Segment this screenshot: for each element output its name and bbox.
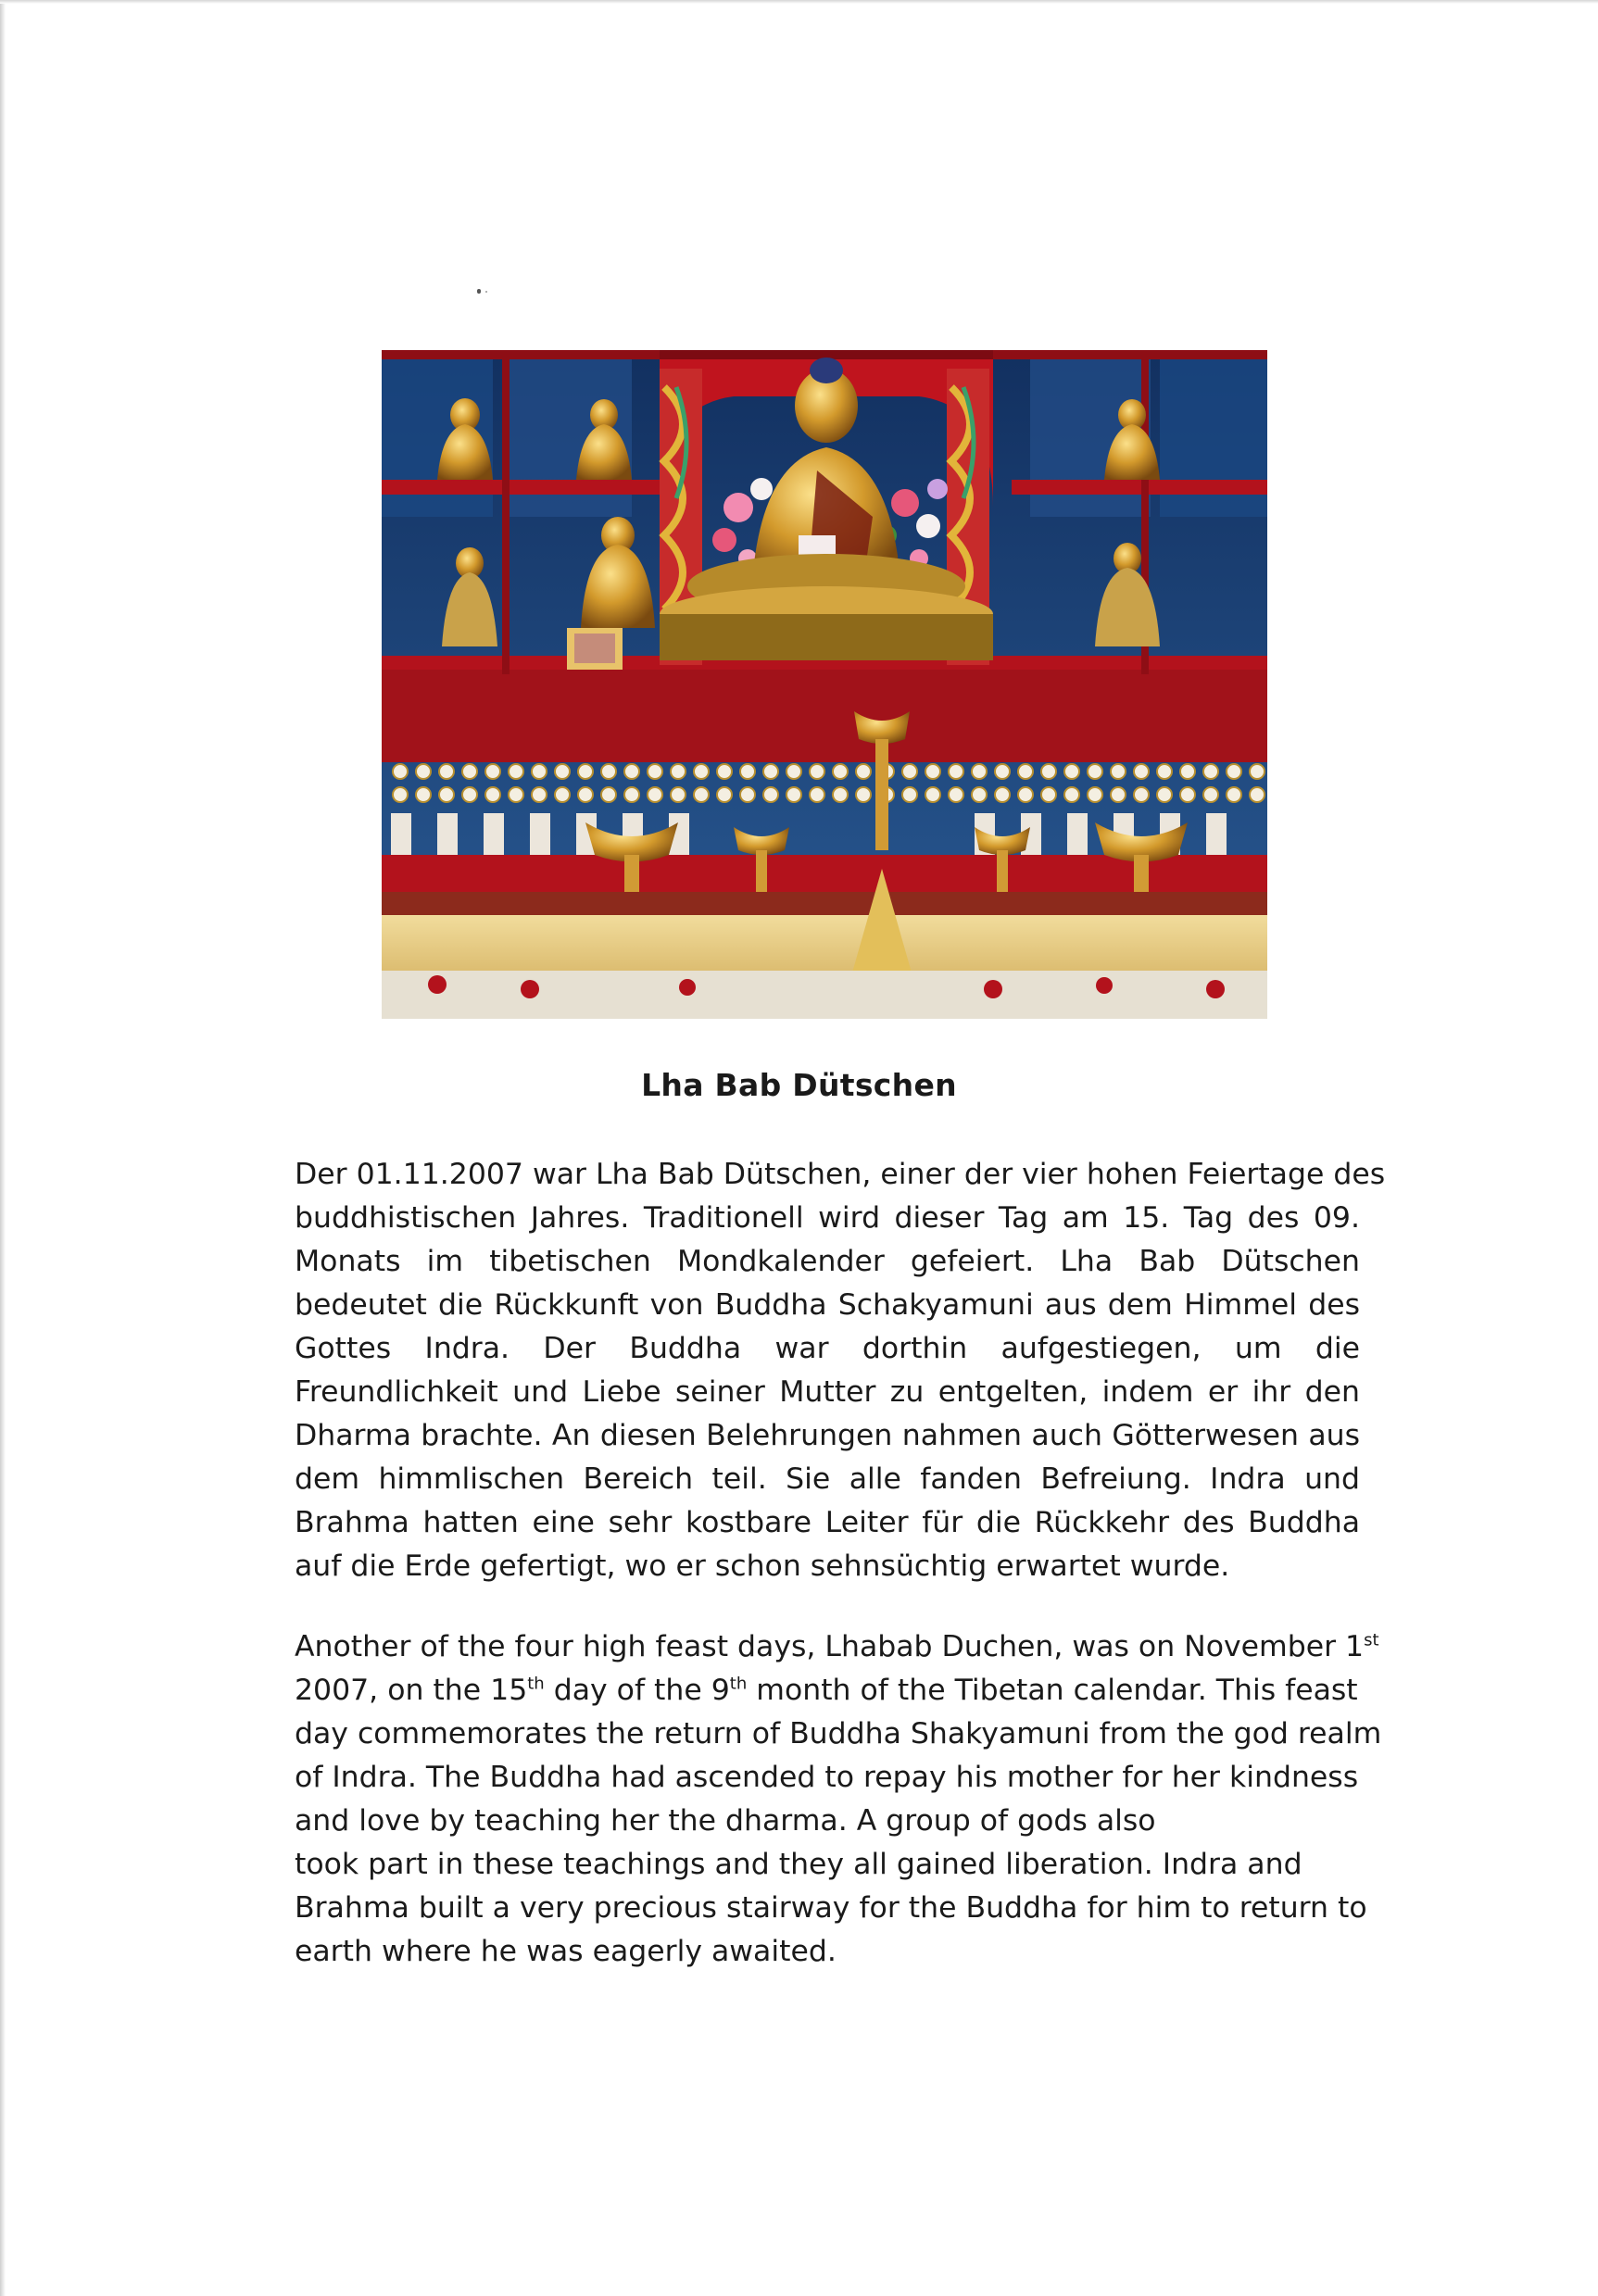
line-text: day of the 9 (544, 1674, 730, 1707)
paragraph-line: Gottes Indra. Der Buddha war dorthin aufgestiegen, um die (295, 1332, 1360, 1365)
paragraph-line: and love by teaching her the dharma. A group of gods also (295, 1804, 1156, 1838)
paragraph-line: took part in these teachings and they all gained liberation. Indra and (295, 1848, 1302, 1881)
paragraph-line (295, 1625, 1379, 1669)
german-paragraph (295, 1153, 1386, 1588)
paragraph-line: dem himmlischen Bereich teil. Sie alle fanden Befreiung. Indra und (295, 1462, 1360, 1496)
paragraph-line: buddhistischen Jahres. Traditionell wird dieser Tag am 15. Tag des 09. (295, 1201, 1360, 1235)
english-paragraph (295, 1625, 1382, 1974)
ordinal-suffix: th (729, 1674, 748, 1694)
paragraph-line: Der 01.11.2007 war Lha Bab Dütschen, einer der vier hohen Feiertage des (295, 1158, 1386, 1191)
paragraph-line: auf die Erde gefertigt, wo er schon sehnsüchtig erwartet wurde. (295, 1549, 1230, 1583)
paragraph-line: Brahma hatten eine sehr kostbare Leiter für die Rückkehr des Buddha (295, 1506, 1360, 1539)
page-edge-shadow (0, 0, 6, 2296)
line-text: Another of the four high feast days, Lhabab Duchen, was on November 1 (295, 1630, 1365, 1663)
paragraph-line: Monats im tibetischen Mondkalender gefeiert. Lha Bab Dütschen (295, 1245, 1360, 1278)
paragraph-line: of Indra. The Buddha had ascended to repay his mother for her kindness (295, 1761, 1359, 1794)
page-title: Lha Bab Dütschen (641, 1067, 957, 1103)
scan-speck (485, 291, 487, 293)
shrine-photo (382, 350, 1267, 1019)
line-text: month of the Tibetan calendar. This feast (747, 1674, 1358, 1707)
paragraph-line (295, 1669, 1360, 1713)
paragraph-line: bedeutet die Rückkunft von Buddha Schakyamuni aus dem Himmel des (295, 1288, 1360, 1322)
paragraph-line: day commemorates the return of Buddha Shakyamuni from the god realm (295, 1717, 1382, 1750)
paragraph-line: Dharma brachte. An diesen Belehrungen nahmen auch Götterwesen aus (295, 1419, 1360, 1452)
paragraph-line: Brahma built a very precious stairway for the Buddha for him to return to (295, 1891, 1367, 1925)
line-text: 2007, on the 15 (295, 1674, 528, 1707)
ordinal-suffix: th (527, 1674, 545, 1694)
scan-speck (477, 289, 481, 294)
ordinal-suffix: st (1364, 1630, 1379, 1650)
paragraph-line: earth where he was eagerly awaited. (295, 1935, 837, 1968)
paragraph-line: Freundlichkeit und Liebe seiner Mutter zu entgelten, indem er ihr den (295, 1375, 1360, 1409)
page-top-edge (0, 0, 1598, 4)
